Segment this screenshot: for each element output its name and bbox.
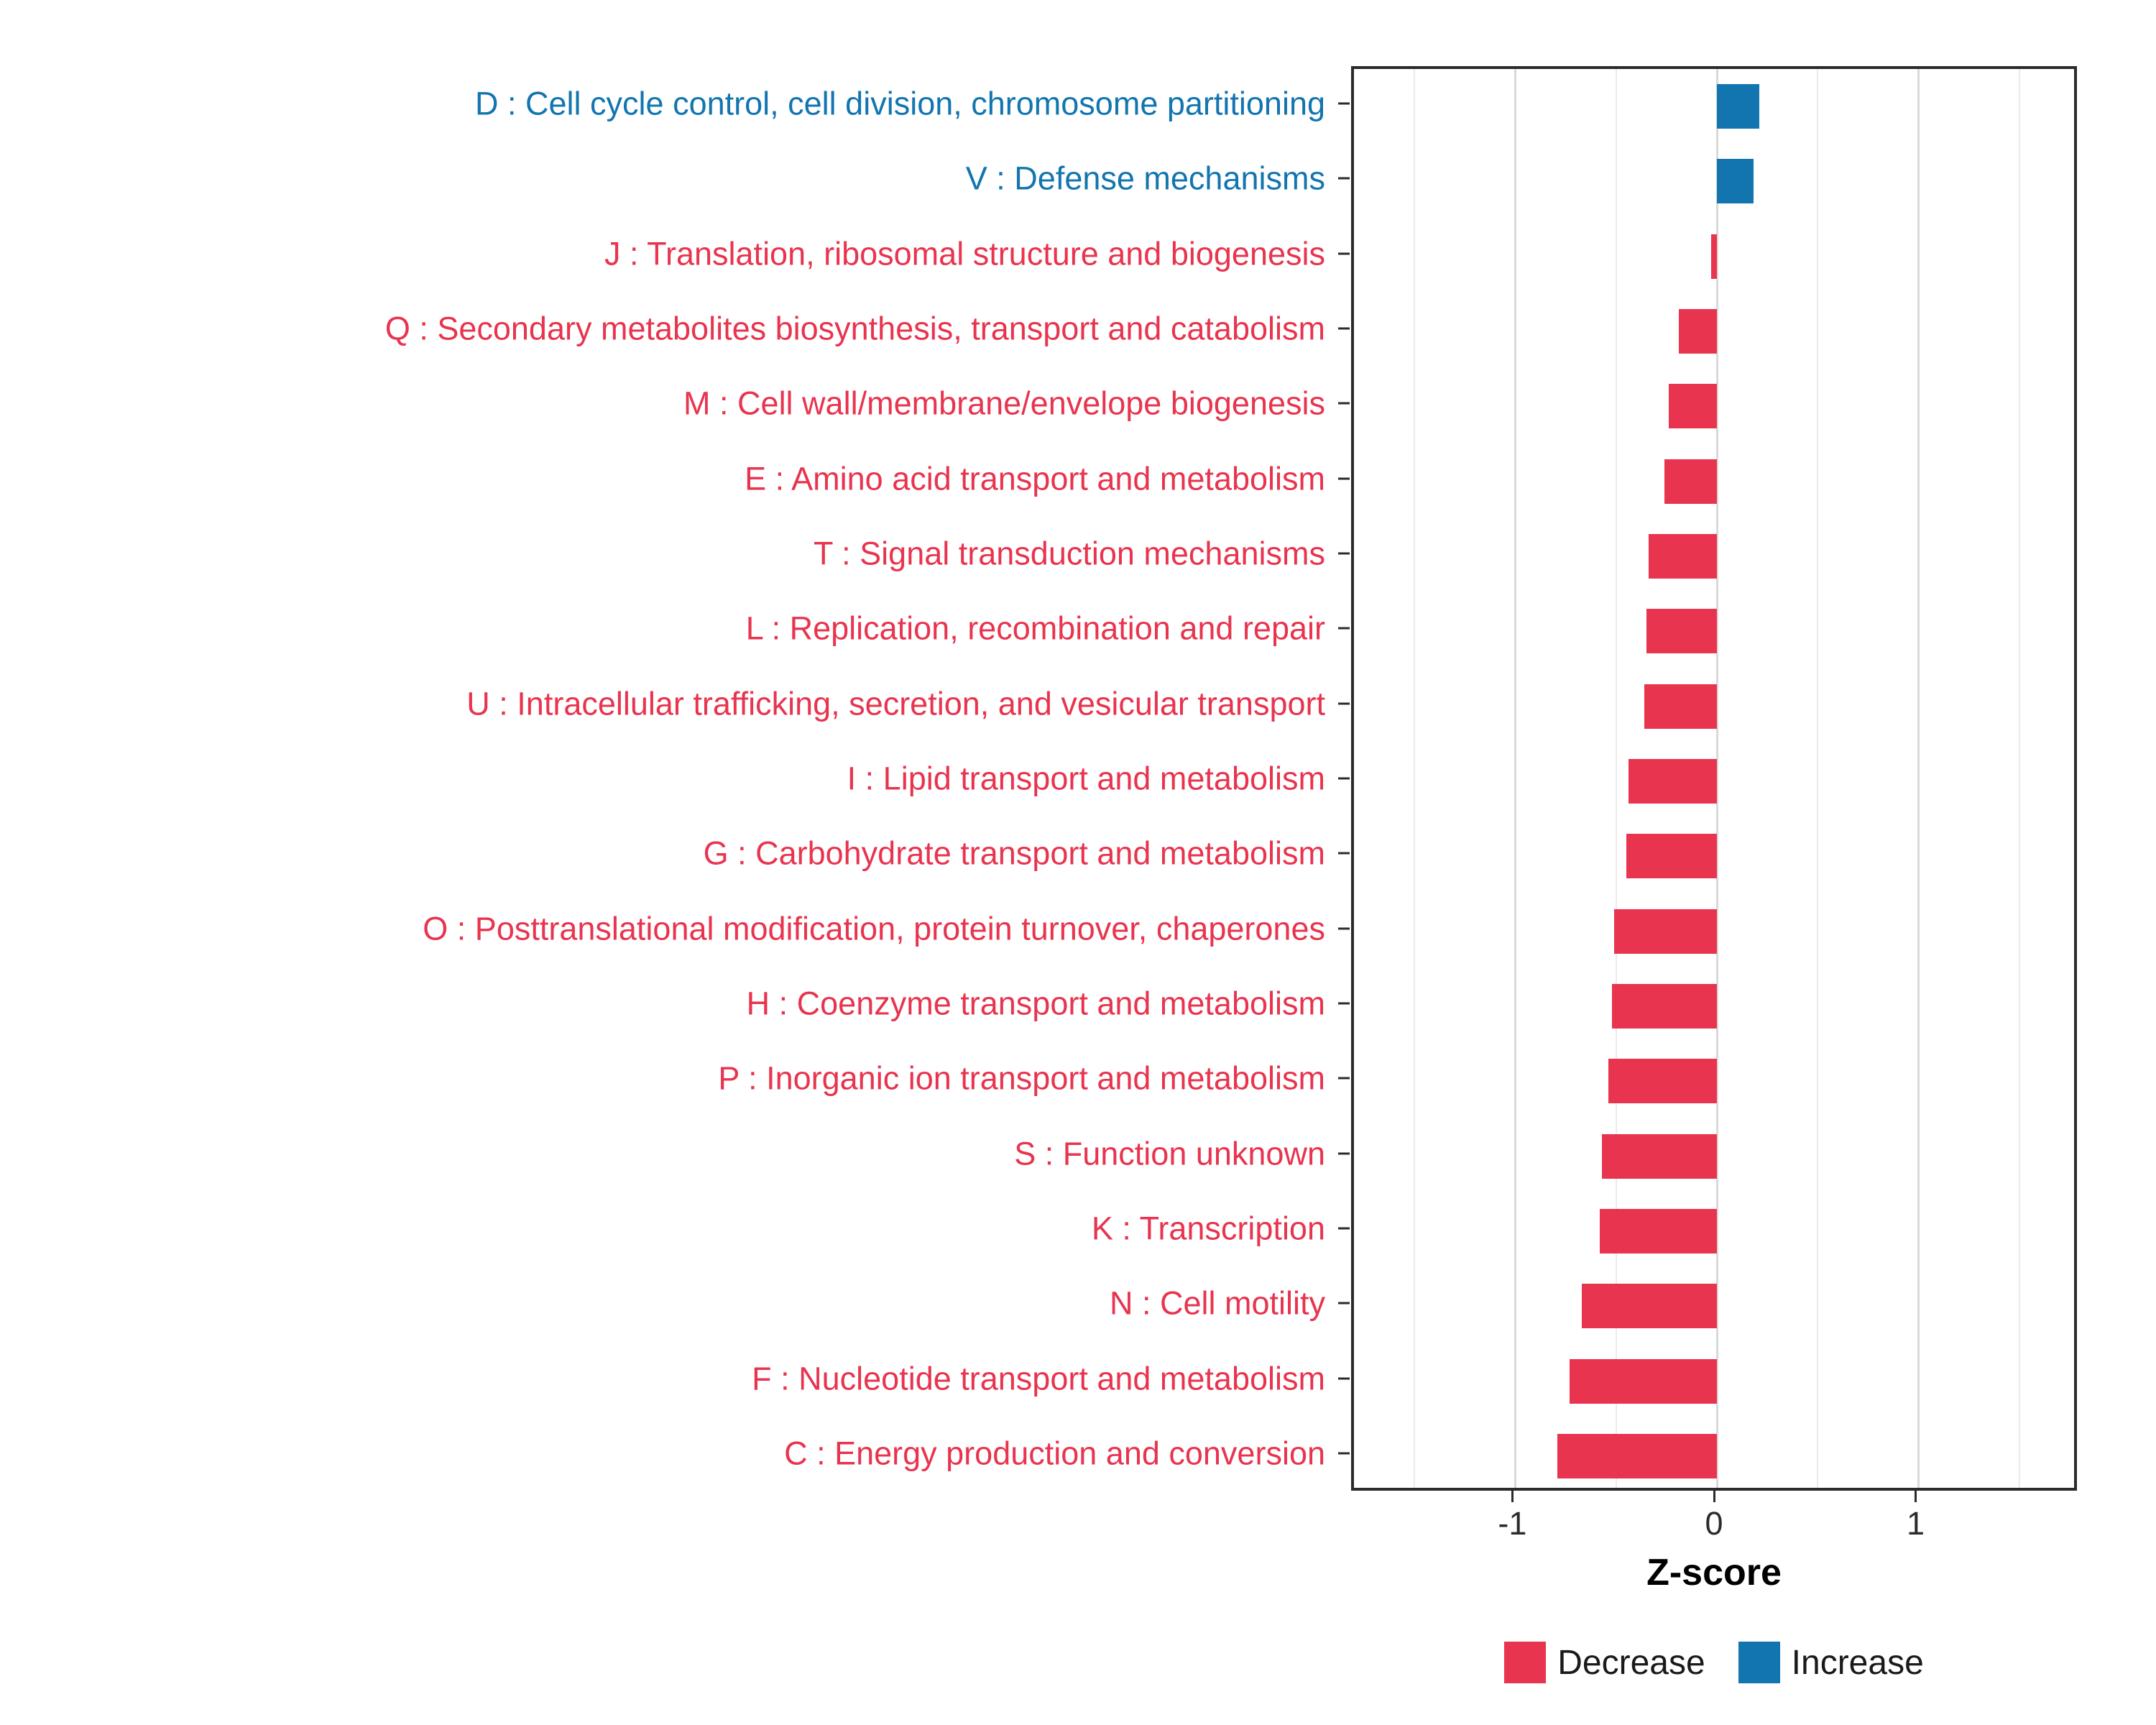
y-axis-tick-mark (1338, 1077, 1350, 1080)
y-axis-labels (0, 66, 1338, 1491)
y-axis-tick-label: G : Carbohydrate transport and metabolism (703, 834, 1325, 872)
legend-label-increase: Increase (1791, 1643, 1924, 1682)
y-axis-tick-mark (1338, 852, 1350, 855)
y-axis-tick-mark (1338, 477, 1350, 479)
x-axis-tick-label: -1 (1498, 1505, 1527, 1542)
y-axis-tick-label: T : Signal transduction mechanisms (813, 535, 1325, 572)
bar (1612, 984, 1717, 1029)
bar (1628, 759, 1717, 804)
bar (1717, 84, 1759, 129)
bar (1614, 909, 1717, 954)
y-axis-tick-label: U : Intracellular trafficking, secretion, and vesicular transport (466, 685, 1325, 722)
y-axis-tick-mark (1338, 1002, 1350, 1004)
legend-item-decrease (1504, 1642, 1705, 1683)
y-axis-tick-mark (1338, 778, 1350, 780)
bar (1669, 384, 1717, 428)
x-axis-tick-mark (1713, 1491, 1715, 1502)
y-axis-tick-label: Q : Secondary metabolites biosynthesis, transport and catabolism (384, 310, 1325, 347)
bar (1557, 1434, 1717, 1478)
x-axis-tick-mark (1915, 1491, 1917, 1502)
bar (1608, 1059, 1718, 1103)
y-axis-tick-mark (1338, 252, 1350, 254)
gridline-minor (1414, 69, 1415, 1488)
bar (1646, 609, 1717, 653)
y-axis-tick-label: F : Nucleotide transport and metabolism (752, 1360, 1325, 1397)
gridline-major (1514, 69, 1516, 1488)
x-axis-title: Z-score (1646, 1552, 1782, 1593)
y-axis-tick-mark (1338, 1377, 1350, 1379)
y-axis-tick-mark (1338, 927, 1350, 929)
y-axis-tick-label: C : Energy production and conversion (784, 1435, 1325, 1472)
y-axis-tick-label: H : Coenzyme transport and metabolism (746, 985, 1325, 1022)
y-axis-tick-mark (1338, 103, 1350, 105)
gridline-major (1917, 69, 1920, 1488)
y-axis-tick-label: O : Posttranslational modification, protein turnover, chaperones (423, 910, 1325, 947)
plot-panel (1351, 66, 2077, 1491)
legend-swatch-decrease-icon (1504, 1642, 1546, 1683)
y-axis-tick-mark (1338, 178, 1350, 180)
legend-swatch-increase-icon (1738, 1642, 1780, 1683)
y-axis-tick-label: J : Translation, ribosomal structure and biogenesis (604, 235, 1325, 272)
bar (1679, 309, 1717, 354)
y-axis-tick-mark (1338, 328, 1350, 330)
x-axis-tick-mark (1511, 1491, 1514, 1502)
bar (1649, 534, 1717, 579)
gridline-minor (1817, 69, 1818, 1488)
y-axis-tick-mark (1338, 1452, 1350, 1454)
bar (1602, 1134, 1717, 1179)
y-axis-tick-mark (1338, 702, 1350, 704)
gridline-minor (2019, 69, 2020, 1488)
bar (1711, 234, 1717, 279)
y-axis-tick-mark (1338, 627, 1350, 630)
bar (1582, 1284, 1717, 1328)
y-axis-tick-mark (1338, 1152, 1350, 1154)
y-axis-tick-label: K : Transcription (1091, 1210, 1325, 1247)
y-axis-tick-label: L : Replication, recombination and repair (745, 610, 1325, 647)
bar (1626, 834, 1717, 878)
gridline-minor (1616, 69, 1617, 1488)
legend-item-increase (1738, 1642, 1924, 1683)
y-axis-tick-label: I : Lipid transport and metabolism (847, 760, 1325, 797)
legend-label-decrease: Decrease (1557, 1643, 1705, 1682)
y-axis-tick-mark (1338, 1227, 1350, 1229)
y-axis-tick-label: V : Defense mechanisms (965, 160, 1325, 197)
y-axis-tick-label: P : Inorganic ion transport and metabolism (718, 1059, 1325, 1097)
y-axis-tick-mark (1338, 402, 1350, 405)
y-axis-tick-label: E : Amino acid transport and metabolism (745, 460, 1325, 497)
bar (1717, 159, 1754, 203)
y-axis-tick-label: N : Cell motility (1109, 1284, 1325, 1322)
y-axis-tick-label: S : Function unknown (1014, 1135, 1325, 1172)
y-axis-tick-label: M : Cell wall/membrane/envelope biogenesis (683, 385, 1325, 422)
bar (1664, 459, 1717, 504)
x-axis-tick-label: 1 (1907, 1505, 1925, 1542)
y-axis-tick-label: D : Cell cycle control, cell division, chromosome partitioning (475, 85, 1325, 122)
y-axis-tick-mark (1338, 1302, 1350, 1305)
bar (1600, 1209, 1717, 1254)
bar (1644, 684, 1717, 729)
bar (1570, 1359, 1717, 1404)
y-axis-tick-mark (1338, 553, 1350, 555)
legend (1351, 1637, 2077, 1688)
x-axis-tick-label: 0 (1705, 1505, 1723, 1542)
